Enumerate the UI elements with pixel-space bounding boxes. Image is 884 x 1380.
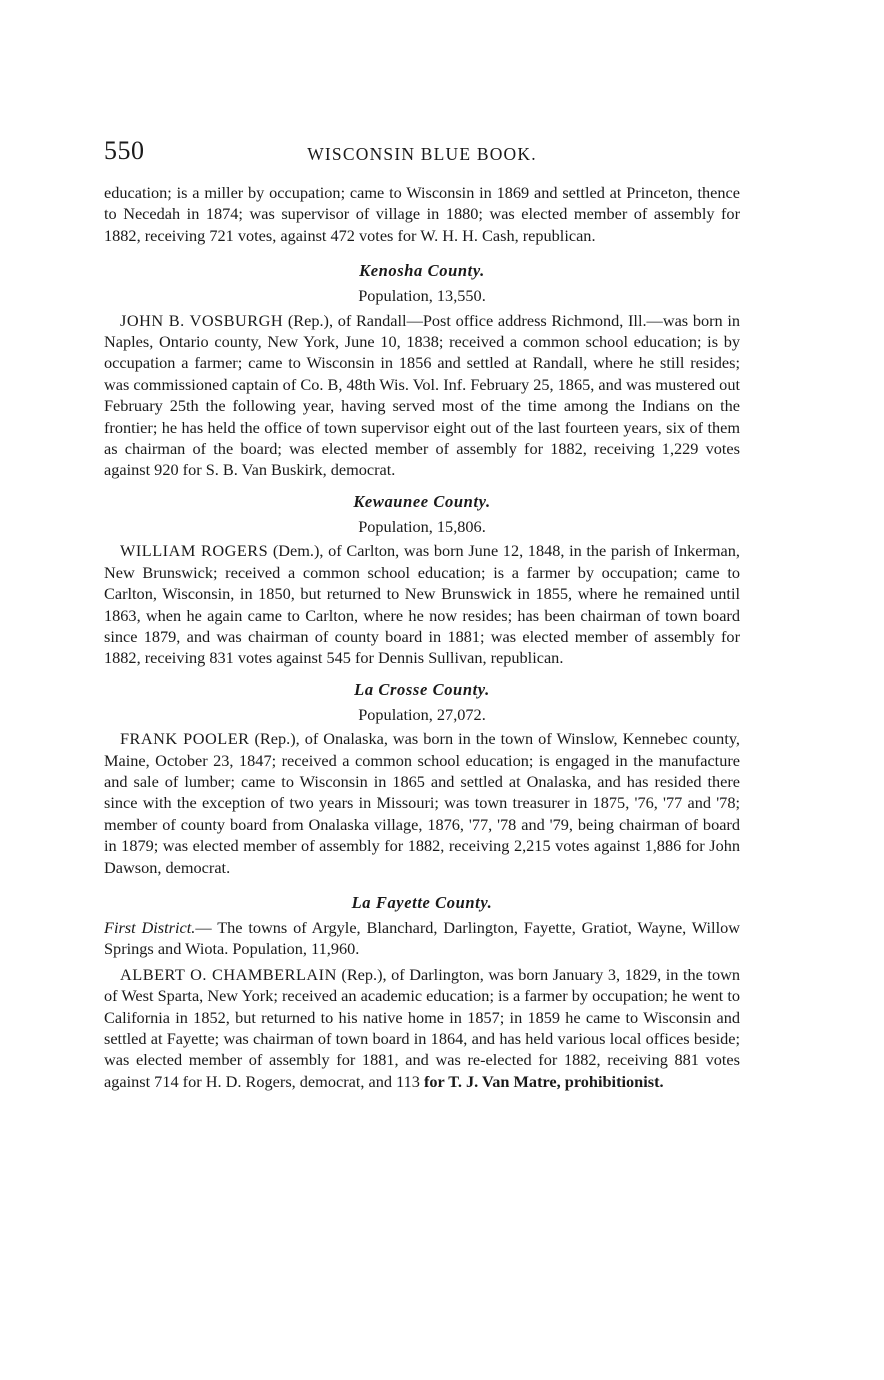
district-text: — The towns of Argyle, Blanchard, Darlington, Fayette, Gratiot, Wayne, Willow Springs and Wiota. Population, 11,960. (104, 917, 740, 959)
biography-text-end: for T. J. Van Matre, prohibitionist. (423, 1071, 664, 1091)
biography-text: (Dem.), of Carlton, was born June 12, 1848, in the parish of Inkerman, New Brunswick; received a common school education; is a farmer by occupation; came to Carlton, Wisconsin, in 1850, but returned to New Brunswick in 1855, where he remained until 1863, when he again came to Carlton, where he now resides; has been chairman of town board since 1879, and was chairman of county board in 1881; was elected member of assembly for 1882, receiving 831 votes against 545 for Dennis Sullivan, republican. (104, 541, 740, 668)
population-kenosha: Population, 13,550. (358, 286, 486, 306)
population-kewaunee: Population, 15,806. (358, 516, 486, 536)
district-label: First District. (104, 917, 196, 937)
continued-paragraph: education; is a miller by occupation; came to Wisconsin in 1869 and settled at Princeton, thence to Necedah in 1874; was supervisor of village in 1880; was elected member of assembly for 1882, receiving 721 votes, against 472 votes for W. H. H. Cash, republican. (104, 183, 740, 245)
biography-text: (Rep.), of Randall—Post office address Richmond, Ill.—was born in Naples, Ontario county, New York, June 10, 1838; received a common school education; is by occupation a farmer; came to Wisconsin in 1856 and settled at Randall, where he still resides; was commissioned captain of Co. B, 48th Wis. Vol. Inf. February 25, 1865, and was mustered out February 25th the following year, having served most of the time among the Indians on the frontier; he has held the office of town supervisor eight out of the last fourteen years, six of them as chairman of the board; was elected member of assembly for 1882, receiving 1,229 votes against 920 for S. B. Van Buskirk, democrat. (104, 310, 740, 480)
member-name: ALBERT O. CHAMBERLAIN (120, 964, 337, 984)
county-heading-la-fayette: La Fayette County. (351, 892, 493, 912)
biography-text: (Rep.), of Onalaska, was born in the town of Winslow, Kennebec county, Maine, October 23, 1847; received a common school education; is engaged in the manufacture and sale of lumber; came to Wisconsin in 1865 and settled at Onalaska, and has resided there since with the exception of two years in Missouri; was town treasurer in 1875, '76, '77 and '78; member of county board from Onalaska village, 1876, '77, '78 and '79, being chairman of board in 1879; was elected member of assembly for 1882, receiving 2,215 votes against 1,886 for John Dawson, democrat. (104, 729, 740, 877)
page-number: 550 (104, 136, 145, 165)
member-name: FRANK POOLER (120, 729, 250, 749)
district-description (104, 917, 740, 960)
member-name: WILLIAM ROGERS (120, 541, 269, 561)
biography-vosburgh (104, 310, 740, 481)
biography-pooler (104, 728, 740, 878)
document-page (104, 136, 740, 1092)
county-heading-kewaunee: Kewaunee County. (353, 491, 491, 511)
county-heading-la-crosse: La Crosse County. (354, 679, 490, 699)
biography-chamberlain (104, 964, 740, 1092)
running-head (104, 136, 740, 176)
county-heading-kenosha: Kenosha County. (359, 261, 485, 281)
member-name: JOHN B. VOSBURGH (120, 310, 284, 330)
population-la-crosse: Population, 27,072. (358, 704, 486, 724)
book-title: WISCONSIN BLUE BOOK. (307, 144, 537, 164)
biography-text: (Rep.), of Darlington, was born January 3, 1829, in the town of West Sparta, New York; received an academic education; is a farmer by occupation; he went to California in 1852, but returned to his native home in 1857; in 1859 he came to Wisconsin and settled at Fayette; was chairman of town board in 1864, and has held various local offices beside; was elected member of assembly for 1881, and was re-elected for 1882, receiving 881 votes against 714 for H. D. Rogers, democrat, and 113 (104, 964, 740, 1091)
biography-rogers (104, 540, 740, 668)
